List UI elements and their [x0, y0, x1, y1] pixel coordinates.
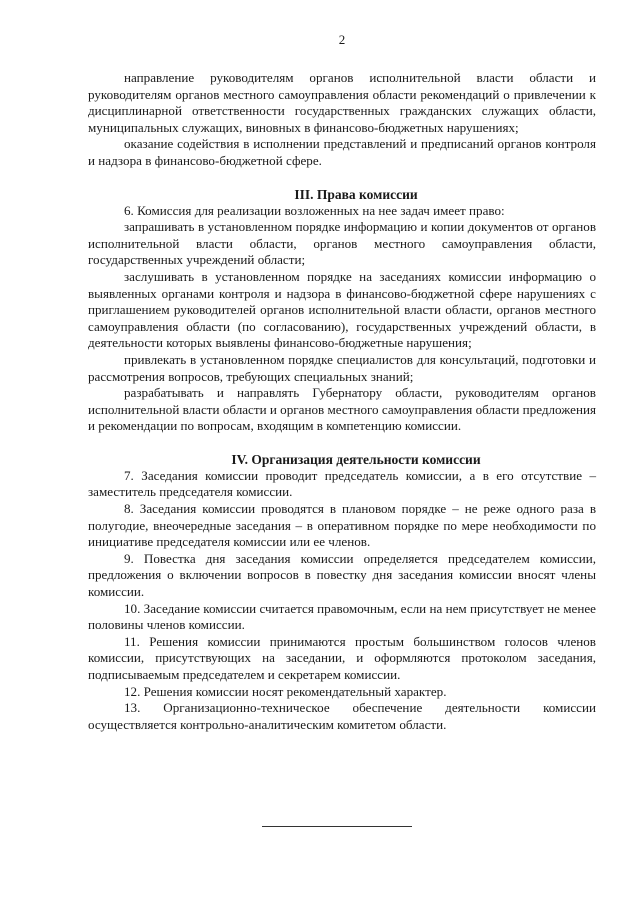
- page-number: 2: [338, 32, 346, 47]
- intro-item-1: направление руководителям органов исполнительной власти области и руководителям органов местного самоуправления области рекомендаций о привлечении к дисциплинарной ответственности государственных гражданских служащих области, муниципальных служащих, виновных в финансово-бюджетных нарушениях;: [88, 70, 596, 135]
- section-3-paragraph: запрашивать в установленном порядке информацию и копии документов от органов исполнительной власти области, органов местного самоуправления области, государственных учреждений области;: [88, 219, 596, 268]
- section-4-heading: IV. Организация деятельности комиссии: [231, 451, 481, 467]
- section-3-paragraph: привлекать в установленном порядке специалистов для консультаций, подготовки и рассмотрения вопросов, требующих специальных знаний;: [88, 351, 596, 384]
- section-4-paragraph: 8. Заседания комиссии проводятся в плановом порядке – не реже одного раза в полугодие, внеочередные заседания – в оперативном порядке по мере необходимости по инициативе председателя комиссии или ее членов.: [88, 501, 596, 550]
- section-3-paragraph: заслушивать в установленном порядке на заседаниях комиссии информацию о выявленных органами контроля и надзора в финансово-бюджетной сфере нарушениях с приглашением руководителей органов исполнительной власти области, органов местного самоуправления области (по согласованию), государственных учреждений области, в деятельности которых выявлены финансово-бюджетные нарушения;: [88, 268, 596, 351]
- section-4-paragraph: 7. Заседания комиссии проводит председатель комиссии, а в его отсутствие – заместитель председателя комиссии.: [88, 467, 596, 500]
- section-4-paragraph: 13. Организационно-техническое обеспечение деятельности комиссии осуществляется контрольно-аналитическим комитетом области.: [88, 700, 596, 732]
- section-4-paragraph: 12. Решения комиссии носят рекомендательный характер.: [124, 683, 447, 699]
- section-3-heading: III. Права комиссии: [294, 186, 418, 202]
- section-3-paragraph: 6. Комиссия для реализации возложенных на нее задач имеет право:: [124, 202, 505, 218]
- section-3-paragraph: разрабатывать и направлять Губернатору области, руководителям органов исполнительной власти области и органов местного самоуправления области предложения и рекомендации по вопросам, входящим в компетенцию комиссии.: [88, 385, 596, 434]
- intro-item-2: оказание содействия в исполнении представлений и предписаний органов контроля и надзора в финансово-бюджетной сфере.: [88, 136, 596, 168]
- section-4-paragraph: 10. Заседание комиссии считается правомочным, если на нем присутствует не менее половины членов комиссии.: [88, 600, 596, 633]
- section-4-paragraph: 11. Решения комиссии принимаются простым большинством голосов членов комиссии, присутствующих на заседании, и оформляются протоколом заседания, подписываемым председателем и секретарем комиссии.: [88, 633, 596, 682]
- section-4-paragraph: 9. Повестка дня заседания комиссии определяется председателем комиссии, предложения о включении вопросов в повестку дня заседания комиссии вносят члены комиссии.: [88, 550, 596, 600]
- end-separator-line: [262, 826, 412, 827]
